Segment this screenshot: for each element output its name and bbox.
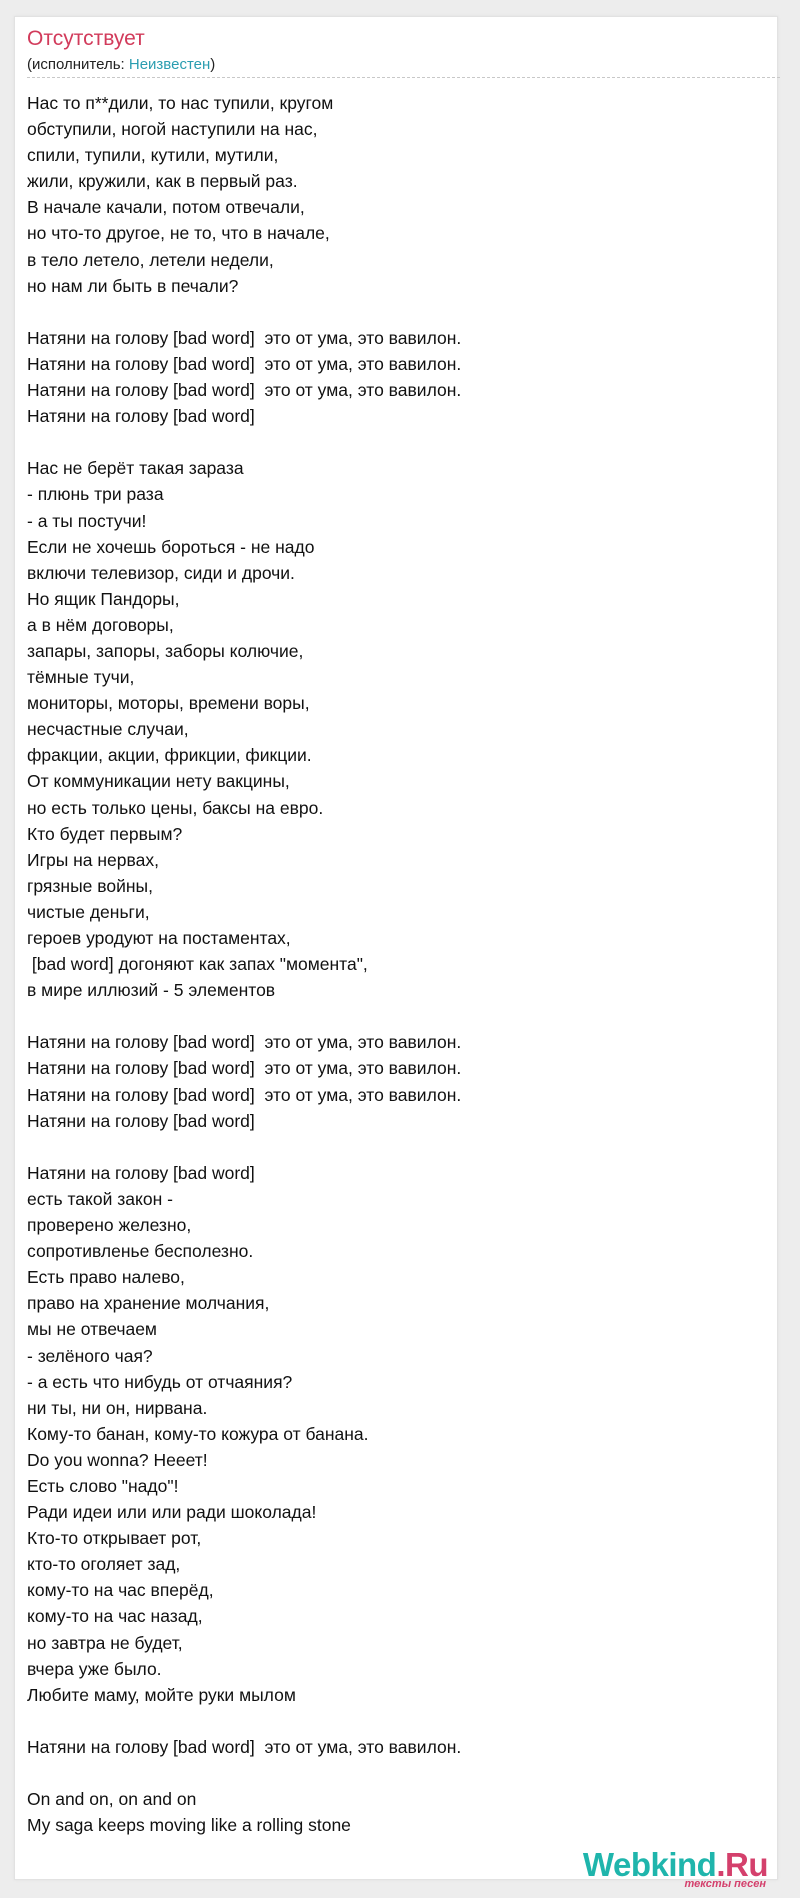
lyrics-line: [bad word] догоняют как запах "момента", (27, 954, 368, 975)
lyrics-line: фракции, акции, фрикции, фикции. (27, 745, 312, 766)
lyrics-line: право на хранение молчания, (27, 1293, 270, 1314)
artist-line (27, 56, 215, 73)
artist-suffix: ) (210, 56, 216, 73)
lyrics-line: но нам ли быть в печали? (27, 275, 239, 296)
lyrics-line: Кто-то открывает рот, (27, 1528, 202, 1549)
lyrics-line: жили, кружили, как в первый раз. (27, 171, 298, 192)
lyrics-line: но есть только цены, баксы на евро. (27, 797, 324, 818)
lyrics-line: Натяни на голову [bad word] это от ума, это вавилон. (27, 380, 462, 401)
lyrics-line: тёмные тучи, (27, 667, 135, 688)
lyrics-line: Кто будет первым? (27, 823, 183, 844)
lyrics-line: есть такой закон - (27, 1188, 173, 1209)
lyrics-line: Игры на нервах, (27, 849, 159, 870)
lyrics-line: Кому-то банан, кому-то кожура от банана. (27, 1423, 369, 1444)
artist-prefix: (исполнитель: (27, 56, 129, 73)
lyrics-text (27, 90, 727, 1838)
artist-link[interactable]: Неизвестен (128, 56, 211, 73)
lyrics-line: кто-то оголяет зад, (27, 1554, 181, 1575)
lyrics-line: проверено железно, (27, 1215, 192, 1236)
lyrics-line: ни ты, ни он, нирвана. (27, 1397, 208, 1418)
lyrics-line: Нас то п**дили, то нас тупили, кругом (27, 93, 334, 113)
lyrics-blank-line (27, 299, 727, 325)
lyrics-line: запары, запоры, заборы колючие, (27, 640, 304, 661)
lyrics-line: - зелёного чая? (27, 1345, 153, 1366)
lyrics-line: сопротивленье бесполезно. (27, 1241, 254, 1262)
lyrics-line: Любите маму, мойте руки мылом (27, 1684, 296, 1705)
lyrics-blank-line (27, 1003, 727, 1029)
song-title: Отсутствует (27, 27, 145, 50)
site-logo-tagline: тексты песен (684, 1878, 766, 1890)
lyrics-line: - плюнь три раза (27, 484, 164, 505)
lyrics-line: включи телевизор, сиди и дрочи. (27, 562, 295, 583)
lyrics-line: Если не хочешь бороться - не надо (27, 536, 315, 557)
site-logo-name-part2: .Ru (716, 1846, 768, 1883)
lyrics-line: Натяни на голову [bad word] (27, 1162, 255, 1183)
lyrics-line: в мире иллюзий - 5 элементов (27, 980, 276, 1001)
lyrics-line: а в нём договоры, (27, 614, 174, 635)
lyrics-line: Натяни на голову [bad word] (27, 406, 255, 427)
lyrics-line: Нас не берёт такая зараза (27, 458, 244, 479)
lyrics-line: - а есть что нибудь от отчаяния? (27, 1371, 293, 1392)
site-logo-name-part1: Webkind (582, 1846, 717, 1883)
lyrics-line: обступили, ногой наступили на нас, (27, 119, 318, 140)
lyrics-blank-line (27, 1134, 727, 1160)
lyrics-line: Натяни на голову [bad word] это от ума, это вавилон. (27, 1032, 462, 1053)
lyrics-line: - а ты постучи! (27, 510, 147, 531)
lyrics-line: Но ящик Пандоры, (27, 588, 180, 609)
lyrics-line: Натяни на голову [bad word] это от ума, это вавилон. (27, 353, 462, 374)
lyrics-line: но завтра не будет, (27, 1632, 183, 1653)
title-divider (27, 77, 780, 78)
lyrics-line: в тело летело, летели недели, (27, 249, 274, 270)
lyrics-line: героев уродуют на постаментах, (27, 928, 291, 948)
lyrics-line: Натяни на голову [bad word] (27, 1110, 255, 1131)
lyrics-line: мониторы, моторы, времени воры, (27, 693, 310, 714)
lyrics-line: On and on, on and on (27, 1789, 197, 1810)
lyrics-blank-line (27, 1760, 727, 1786)
lyrics-line: Есть право налево, (27, 1267, 185, 1288)
lyrics-line: Натяни на голову [bad word] это от ума, это вавилон. (27, 1058, 462, 1079)
lyrics-line: My saga keeps moving like a rolling stone (27, 1815, 351, 1836)
lyrics-blank-line (27, 429, 727, 455)
site-logo[interactable] (582, 1846, 768, 1890)
lyrics-line: Есть слово "надо"! (27, 1475, 179, 1496)
lyrics-line: кому-то на час вперёд, (27, 1580, 214, 1601)
lyrics-line: чистые деньги, (27, 901, 150, 922)
lyrics-line: Do you wonna? Нееет! (27, 1449, 208, 1470)
lyrics-line: мы не отвечаем (27, 1319, 157, 1340)
lyrics-line: несчастные случаи, (27, 719, 189, 740)
lyrics-line: спили, тупили, кутили, мутили, (27, 145, 279, 166)
lyrics-line: Ради идеи или или ради шоколада! (27, 1502, 317, 1523)
lyrics-line: Натяни на голову [bad word] это от ума, это вавилон. (27, 327, 462, 348)
lyrics-line: вчера уже было. (27, 1658, 162, 1679)
lyrics-blank-line (27, 1708, 727, 1734)
lyrics-line: В начале качали, потом отвечали, (27, 197, 305, 218)
lyrics-line: Натяни на голову [bad word] это от ума, это вавилон. (27, 1736, 462, 1757)
lyrics-line: От коммуникации нету вакцины, (27, 771, 290, 792)
site-logo-name (583, 1848, 768, 1881)
lyrics-line: но что-то другое, не то, что в начале, (27, 223, 330, 244)
lyrics-line: грязные войны, (27, 875, 153, 896)
lyrics-line: кому-то на час назад, (27, 1606, 203, 1627)
lyrics-line: Натяни на голову [bad word] это от ума, это вавилон. (27, 1084, 462, 1105)
